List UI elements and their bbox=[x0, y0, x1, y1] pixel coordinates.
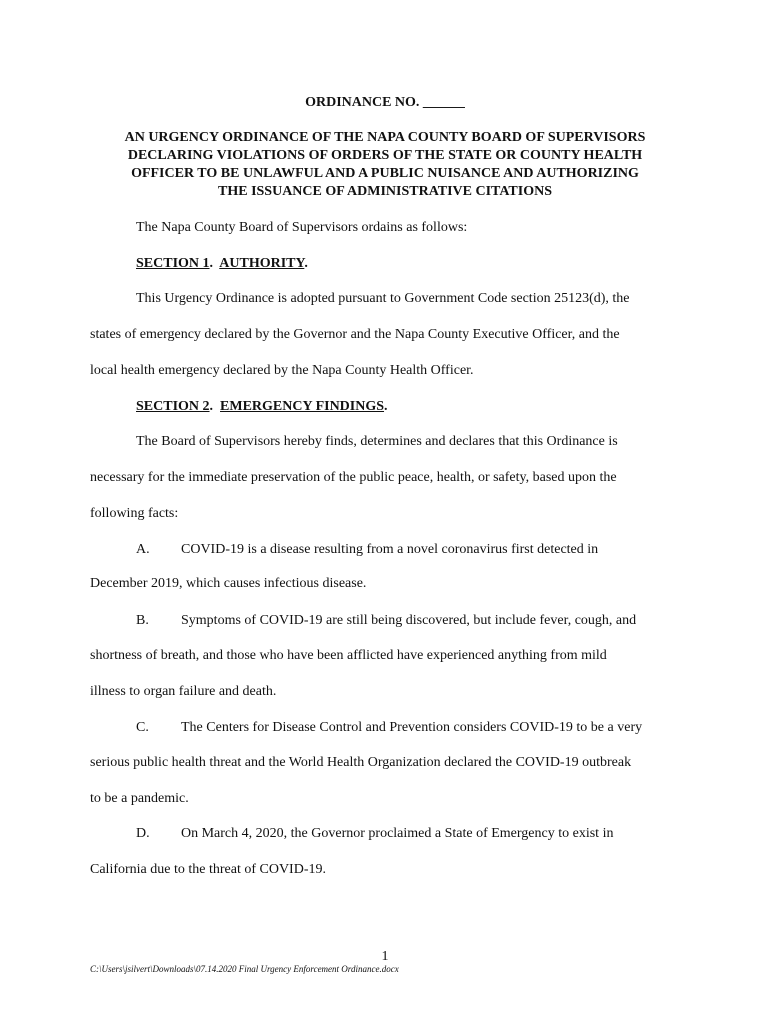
section-2-intro-line: necessary for the immediate preservation of the public peace, health, or safety, based upon the bbox=[90, 470, 617, 485]
finding-b-text: shortness of breath, and those who have been afflicted have experienced anything from mild bbox=[90, 648, 607, 663]
heading-line: AN URGENCY ORDINANCE OF THE NAPA COUNTY BOARD OF SUPERVISORS bbox=[124, 130, 646, 145]
section-2-intro-line: The Board of Supervisors hereby finds, determines and declares that this Ordinance is bbox=[136, 434, 618, 449]
section-1-heading: SECTION 1. AUTHORITY. bbox=[136, 256, 308, 271]
finding-b-letter: B. bbox=[136, 613, 149, 628]
finding-d-letter: D. bbox=[136, 826, 150, 841]
preamble: The Napa County Board of Supervisors ordains as follows: bbox=[136, 220, 468, 235]
finding-d-text: On March 4, 2020, the Governor proclaimed a State of Emergency to exist in bbox=[181, 826, 614, 841]
finding-a-letter: A. bbox=[136, 542, 150, 557]
finding-b-text: Symptoms of COVID-19 are still being discovered, but include fever, cough, and bbox=[181, 613, 637, 628]
section-1-number: SECTION 1 bbox=[136, 256, 210, 271]
section-2-number: SECTION 2 bbox=[136, 399, 210, 414]
finding-c-text: The Centers for Disease Control and Prevention considers COVID-19 to be a very bbox=[181, 720, 643, 735]
section-2-title: EMERGENCY FINDINGS bbox=[220, 399, 385, 414]
finding-a-text: COVID-19 is a disease resulting from a novel coronavirus first detected in bbox=[181, 542, 599, 557]
section-1-title: AUTHORITY bbox=[219, 256, 305, 271]
finding-d-text: California due to the threat of COVID-19. bbox=[90, 862, 326, 877]
finding-b-text: illness to organ failure and death. bbox=[90, 684, 277, 699]
section-1-line: This Urgency Ordinance is adopted pursuant to Government Code section 25123(d), the bbox=[136, 291, 630, 306]
section-1-line: local health emergency declared by the Napa County Health Officer. bbox=[90, 363, 474, 378]
heading-line: THE ISSUANCE OF ADMINISTRATIVE CITATIONS bbox=[218, 184, 552, 199]
footer-file-path: C:\Users\jsilvert\Downloads\07.14.2020 Final Urgency Enforcement Ordinance.docx bbox=[90, 964, 399, 974]
section-1-line: states of emergency declared by the Governor and the Napa County Executive Officer, and the bbox=[90, 327, 620, 342]
ordinance-number-title: ORDINANCE NO. ______ bbox=[305, 95, 465, 110]
section-2-intro-line: following facts: bbox=[90, 506, 179, 521]
finding-c-text: serious public health threat and the World Health Organization declared the COVID-19 outbreak bbox=[90, 755, 632, 770]
page-number: 1 bbox=[381, 949, 389, 964]
heading-line: DECLARING VIOLATIONS OF ORDERS OF THE STATE OR COUNTY HEALTH bbox=[127, 148, 643, 163]
finding-c-text: to be a pandemic. bbox=[90, 791, 189, 806]
heading-line: OFFICER TO BE UNLAWFUL AND A PUBLIC NUISANCE AND AUTHORIZING bbox=[131, 166, 639, 181]
finding-a-text: December 2019, which causes infectious disease. bbox=[90, 576, 367, 591]
finding-c-letter: C. bbox=[136, 720, 149, 735]
section-2-heading: SECTION 2. EMERGENCY FINDINGS. bbox=[136, 399, 388, 414]
ordinance-heading bbox=[90, 129, 680, 201]
